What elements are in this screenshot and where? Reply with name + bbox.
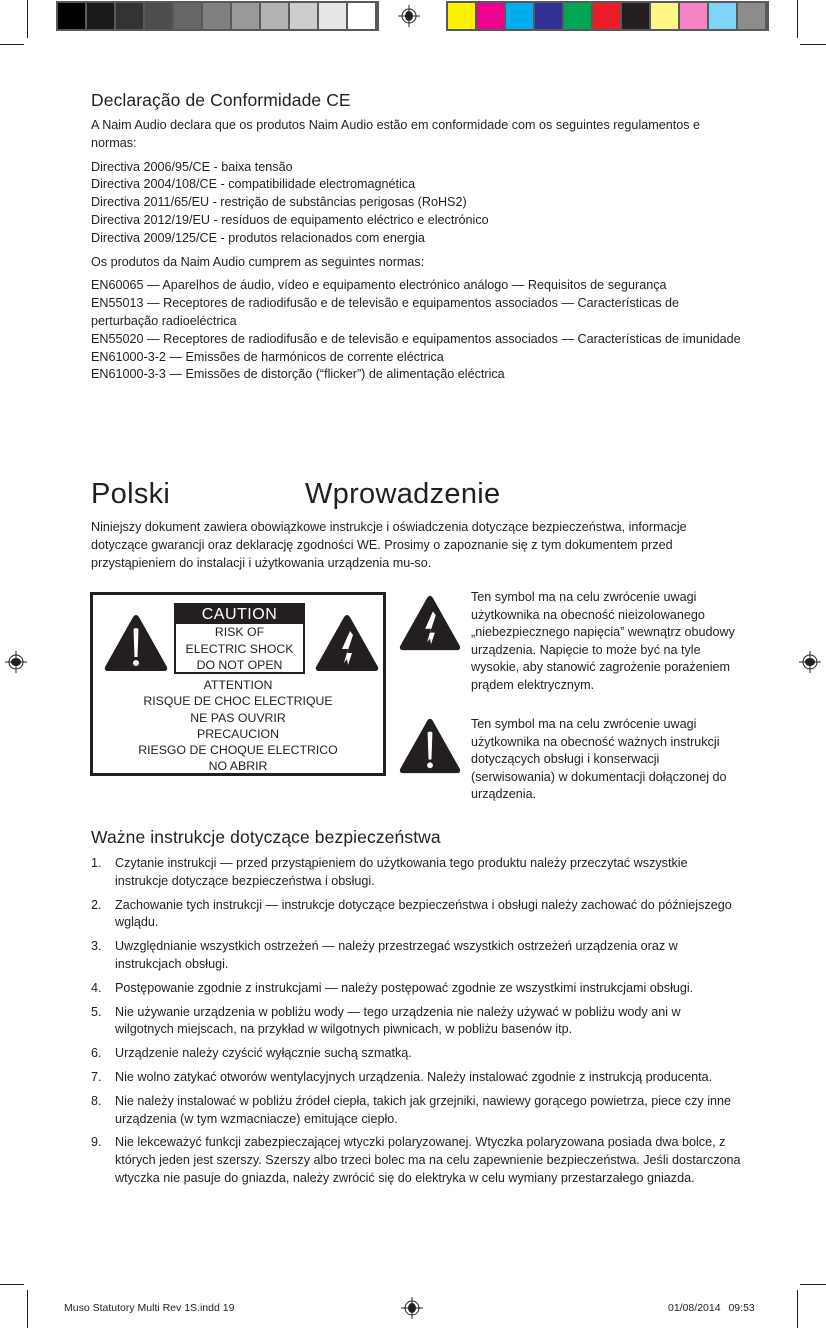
crop-mark bbox=[797, 0, 798, 38]
safety-list bbox=[91, 855, 741, 1188]
list-item bbox=[91, 980, 741, 998]
color-swatch bbox=[651, 3, 678, 29]
item-text: Nie lekceważyć funkcji zabezpieczającej wtyczki polaryzowanej. Wtyczka polaryzowana posiada dwa bolce, z których jeden jest szerszy. Szerszy albo trzeci bolec ma na celu zapewnienie bezpieczeństwa. Jeśli dostarczona wtyczka nie pasuje do gniazda, należy zwrócić się do elektryka w celu wymiany przestarzałego gniazda. bbox=[115, 1135, 741, 1185]
caution-line: ATTENTION bbox=[203, 678, 273, 692]
crop-mark bbox=[800, 44, 826, 45]
list-item bbox=[91, 1134, 741, 1187]
gray-swatch bbox=[232, 3, 259, 29]
crop-mark bbox=[797, 1290, 798, 1328]
item-text: Uwzględnianie wszystkich ostrzeżeń — należy przestrzegać wszystkich ostrzeżeń urządzenia oraz w instrukcjach obsługi. bbox=[115, 939, 678, 971]
gray-swatch bbox=[145, 3, 172, 29]
color-swatch bbox=[738, 3, 765, 29]
color-swatch bbox=[680, 3, 707, 29]
crop-mark bbox=[800, 1284, 826, 1285]
item-text: Nie używanie urządzenia w pobliżu wody — tego urządzenia nie należy używać w pobliżu wody ani w wilgotnych miejscach, na przykład w wilgotnych piwnicach, w pobliżu basenów itp. bbox=[115, 1004, 681, 1037]
gray-swatch bbox=[319, 3, 346, 29]
list-item bbox=[91, 1045, 741, 1063]
list-item bbox=[91, 855, 741, 891]
item-text: Urządzenie należy czyścić wyłącznie suchą szmatką. bbox=[115, 1046, 412, 1061]
caution-line: RISQUE DE CHOC ELECTRIQUE bbox=[143, 694, 333, 709]
slug-filename: Muso Statutory Multi Rev 1S.indd 19 bbox=[64, 1302, 235, 1314]
crop-mark bbox=[0, 1284, 24, 1285]
color-swatch bbox=[593, 3, 620, 29]
exclamation-symbol-description: Ten symbol ma na celu zwrócenie uwagi użytkownika na obecność ważnych instrukcji dotyczących obsługi i konserwacji (serwisowania) w dokumentacji dołączonej do urządzenia. bbox=[471, 717, 727, 802]
color-swatch bbox=[448, 3, 475, 29]
item-number: 9. bbox=[91, 1135, 102, 1150]
list-item bbox=[91, 1004, 741, 1040]
item-number: 8. bbox=[91, 1093, 102, 1108]
caution-box-line: DO NOT OPEN bbox=[196, 658, 283, 672]
standard-item: EN55013 — Receptores de radiodifusão e de televisão e equipamentos associados — Características de perturbação radioeléctrica bbox=[91, 296, 680, 328]
directive-item: Directiva 2004/108/CE - compatibilidade electromagnética bbox=[91, 177, 416, 192]
list-item bbox=[91, 1093, 741, 1129]
caution-line: NE PAS OUVRIR bbox=[190, 710, 286, 725]
caution-box-line: ELECTRIC SHOCK bbox=[185, 641, 294, 656]
standard-item: EN55020 — Receptores de radiodifusão e de televisão e equipamentos associados — Características de imunidade bbox=[91, 331, 741, 346]
ce-declaration-intro: A Naim Audio declara que os produtos Naim Audio estão em conformidade com os seguintes regulamentos e normas: bbox=[91, 118, 701, 150]
crop-mark bbox=[27, 0, 28, 38]
color-swatch bbox=[622, 3, 649, 29]
item-number: 7. bbox=[91, 1069, 102, 1084]
color-swatch bbox=[506, 3, 533, 29]
exclamation-warning-icon bbox=[397, 717, 463, 775]
directive-item: Directiva 2011/65/EU - restrição de substâncias perigosas (RoHS2) bbox=[91, 195, 467, 210]
gray-swatch bbox=[261, 3, 288, 29]
lightning-warning-icon bbox=[397, 594, 463, 652]
item-number: 2. bbox=[91, 897, 102, 912]
caution-box bbox=[174, 603, 305, 674]
registration-mark-icon bbox=[5, 651, 27, 673]
item-text: Postępowanie zgodnie z instrukcjami — należy postępować zgodnie ze wszystkimi instrukcjami obsługi. bbox=[115, 980, 694, 995]
item-text: Zachowanie tych instrukcji — instrukcje dotyczące bezpieczeństwa i obsługi należy zachować do późniejszego wglądu. bbox=[115, 897, 732, 930]
gray-swatch bbox=[203, 3, 230, 29]
registration-mark-icon bbox=[799, 651, 821, 673]
language-heading: Polski bbox=[91, 478, 171, 510]
gray-swatch bbox=[58, 3, 85, 29]
item-text: Czytanie instrukcji — przed przystąpieniem do użytkowania tego produktu należy przeczytać wszystkie instrukcje dotyczące bezpieczeństwa i obsługi. bbox=[115, 856, 688, 888]
caution-header: CAUTION bbox=[176, 605, 303, 624]
registration-mark-icon bbox=[398, 5, 420, 27]
standard-item: EN61000-3-2 — Emissões de harmónicos de corrente eléctrica bbox=[91, 349, 444, 364]
standard-item: EN60065 — Aparelhos de áudio, vídeo e equipamento electrónico análogo — Requisitos de segurança bbox=[91, 278, 667, 293]
item-number: 5. bbox=[91, 1004, 102, 1019]
color-swatch bbox=[535, 3, 562, 29]
grayscale-color-bar bbox=[56, 1, 379, 31]
item-number: 6. bbox=[91, 1046, 102, 1061]
safety-title: Ważne instrukcje dotyczące bezpieczeństwa bbox=[91, 827, 441, 847]
caution-box-line: RISK OF bbox=[214, 625, 265, 639]
gray-swatch bbox=[116, 3, 143, 29]
item-number: 3. bbox=[91, 939, 102, 954]
safety-instructions-section bbox=[91, 827, 741, 1194]
caution-multilingual-text bbox=[93, 677, 383, 775]
gray-swatch bbox=[348, 3, 375, 29]
lightning-warning-icon bbox=[314, 613, 380, 673]
caution-line: NO ABRIR bbox=[208, 759, 268, 774]
gray-swatch bbox=[290, 3, 317, 29]
gray-swatch bbox=[87, 3, 114, 29]
list-item bbox=[91, 938, 741, 974]
directive-item: Directiva 2009/125/CE - produtos relacionados com energia bbox=[91, 230, 425, 245]
caution-line: PRECAUCION bbox=[197, 726, 279, 741]
item-text: Nie wolno zatykać otworów wentylacyjnych urządzenia. Należy instalować zgodnie z instrukcją producenta. bbox=[115, 1069, 713, 1084]
directive-item: Directiva 2012/19/EU - resíduos de equipamento eléctrico e electrónico bbox=[91, 212, 489, 227]
directive-item: Directiva 2006/95/CE - baixa tensão bbox=[91, 159, 293, 174]
caution-label-panel bbox=[90, 592, 386, 776]
color-swatch bbox=[477, 3, 504, 29]
standards-intro: Os produtos da Naim Audio cumprem as seguintes normas: bbox=[91, 254, 425, 269]
ce-declaration-section bbox=[91, 90, 741, 384]
item-number: 1. bbox=[91, 856, 102, 870]
exclamation-warning-icon bbox=[103, 613, 169, 673]
ce-declaration-title: Declaração de Conformidade CE bbox=[91, 90, 351, 110]
lightning-symbol-description: Ten symbol ma na celu zwrócenie uwagi użytkownika na obecność nieizolowanego „niebezpiecznego napięcia” wewnątrz obudowy urządzenia. Napięcie to może być na tyle wysokie, aby stanowić zagrożenie porażeniem prądem elektrycznym. bbox=[471, 590, 735, 692]
directive-list bbox=[91, 159, 741, 248]
standards-list bbox=[91, 277, 741, 384]
color-swatch bbox=[564, 3, 591, 29]
list-item bbox=[91, 897, 741, 933]
color-swatch bbox=[709, 3, 736, 29]
item-text: Nie należy instalować w pobliżu źródeł ciepła, takich jak grzejniki, nawiewy gorącego powietrza, piece czy inne urządzenia (w tym wzmacniacze) emitujące ciepło. bbox=[115, 1093, 731, 1126]
intro-paragraph: Niniejszy dokument zawiera obowiązkowe instrukcje i oświadczenia dotyczące bezpieczeństwa, informacje dotyczące gwarancji oraz deklarację zgodności WE. Prosimy o zapoznanie się z tym dokumentem przed przystąpieniem do instalacji i użytkowania urządzenia mu-so. bbox=[91, 520, 687, 570]
caution-line: RIESGO DE CHOQUE ELECTRICO bbox=[138, 743, 338, 758]
crop-mark bbox=[27, 1290, 28, 1328]
standard-item: EN61000-3-3 — Emissões de distorção (“flicker”) de alimentação eléctrica bbox=[91, 367, 505, 382]
registration-mark-icon bbox=[401, 1297, 423, 1319]
gray-swatch bbox=[174, 3, 201, 29]
slug-datetime: 01/08/2014 09:53 bbox=[668, 1302, 755, 1314]
process-color-bar bbox=[446, 1, 769, 31]
item-number: 4. bbox=[91, 980, 102, 995]
list-item bbox=[91, 1069, 741, 1087]
section-heading: Wprowadzenie bbox=[305, 478, 501, 510]
crop-mark bbox=[0, 44, 24, 45]
